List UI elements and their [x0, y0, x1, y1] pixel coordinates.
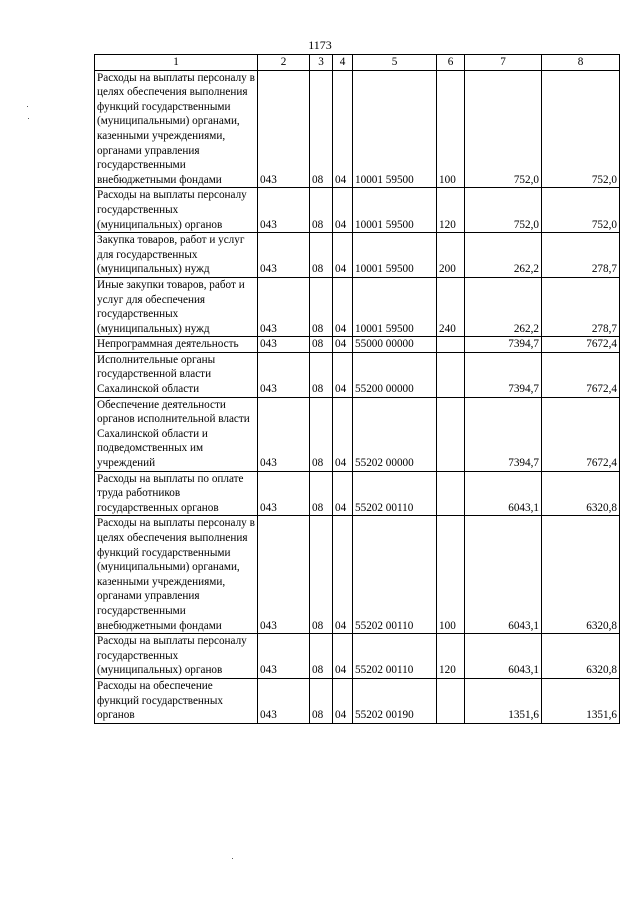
section-code: 08: [310, 277, 333, 336]
amount-year-2: 7672,4: [542, 397, 620, 471]
row-description: Иные закупки товаров, работ и услуг для обеспечения государственных (муниципальных) нужд: [95, 277, 258, 336]
amount-year-1: 1351,6: [465, 678, 542, 723]
row-description: Расходы на выплаты персоналу государственных (муниципальных) органов: [95, 634, 258, 679]
dept-code: 043: [258, 678, 310, 723]
column-header: 1: [95, 55, 258, 71]
column-header: 5: [353, 55, 437, 71]
amount-year-2: 752,0: [542, 70, 620, 188]
section-code: 08: [310, 352, 333, 397]
column-header: 6: [437, 55, 465, 71]
dept-code: 043: [258, 352, 310, 397]
amount-year-1: 752,0: [465, 70, 542, 188]
column-header: 3: [310, 55, 333, 71]
row-description: Обеспечение деятельности органов исполнительной власти Сахалинской области и подведомственных им учреждений: [95, 397, 258, 471]
subsection-code: 04: [333, 188, 353, 233]
target-article-code: 10001 59500: [353, 70, 437, 188]
subsection-code: 04: [333, 397, 353, 471]
section-code: 08: [310, 471, 333, 516]
subsection-code: 04: [333, 233, 353, 278]
target-article-code: 55000 00000: [353, 337, 437, 353]
dept-code: 043: [258, 471, 310, 516]
expense-type-code: 100: [437, 516, 465, 634]
column-header: 2: [258, 55, 310, 71]
amount-year-1: 7394,7: [465, 352, 542, 397]
target-article-code: 55200 00000: [353, 352, 437, 397]
table-row: [95, 233, 620, 278]
table-row: [95, 678, 620, 723]
section-code: 08: [310, 337, 333, 353]
subsection-code: 04: [333, 678, 353, 723]
amount-year-2: 6320,8: [542, 634, 620, 679]
budget-table: [94, 54, 620, 724]
expense-type-code: 100: [437, 70, 465, 188]
amount-year-1: 262,2: [465, 233, 542, 278]
section-code: 08: [310, 397, 333, 471]
dept-code: 043: [258, 634, 310, 679]
row-description: Исполнительные органы государственной власти Сахалинской области: [95, 352, 258, 397]
amount-year-2: 6320,8: [542, 516, 620, 634]
section-code: 08: [310, 634, 333, 679]
row-description: Расходы на выплаты персоналу в целях обеспечения выполнения функций государственными (муниципальными) органами, казенными учреждениями, органами управления государственными внебюджетными фондами: [95, 70, 258, 188]
target-article-code: 10001 59500: [353, 277, 437, 336]
column-header: 7: [465, 55, 542, 71]
target-article-code: 55202 00110: [353, 471, 437, 516]
subsection-code: 04: [333, 277, 353, 336]
table-row: [95, 471, 620, 516]
table-row: [95, 352, 620, 397]
row-description: Расходы на выплаты по оплате труда работников государственных органов: [95, 471, 258, 516]
subsection-code: 04: [333, 471, 353, 516]
section-code: 08: [310, 70, 333, 188]
target-article-code: 55202 00190: [353, 678, 437, 723]
expense-type-code: [437, 337, 465, 353]
section-code: 08: [310, 188, 333, 233]
column-header: 8: [542, 55, 620, 71]
amount-year-1: 262,2: [465, 277, 542, 336]
amount-year-2: 278,7: [542, 233, 620, 278]
table-row: [95, 70, 620, 188]
amount-year-2: 7672,4: [542, 352, 620, 397]
target-article-code: 10001 59500: [353, 233, 437, 278]
scan-speck: [27, 106, 28, 107]
subsection-code: 04: [333, 70, 353, 188]
page-number: 1173: [308, 38, 332, 52]
section-code: 08: [310, 516, 333, 634]
amount-year-1: 752,0: [465, 188, 542, 233]
amount-year-1: 6043,1: [465, 516, 542, 634]
expense-type-code: 240: [437, 277, 465, 336]
section-code: 08: [310, 233, 333, 278]
scan-speck: [28, 118, 29, 119]
row-description: Расходы на выплаты персоналу государственных (муниципальных) органов: [95, 188, 258, 233]
subsection-code: 04: [333, 352, 353, 397]
amount-year-2: 752,0: [542, 188, 620, 233]
expense-type-code: 120: [437, 634, 465, 679]
table-row: [95, 397, 620, 471]
table-row: [95, 337, 620, 353]
row-description: Расходы на выплаты персоналу в целях обеспечения выполнения функций государственными (муниципальными) органами, казенными учреждениями, органами управления государственными внебюджетными фондами: [95, 516, 258, 634]
dept-code: 043: [258, 337, 310, 353]
table-row: [95, 188, 620, 233]
dept-code: 043: [258, 277, 310, 336]
section-code: 08: [310, 678, 333, 723]
subsection-code: 04: [333, 516, 353, 634]
row-description: Непрограммная деятельность: [95, 337, 258, 353]
amount-year-2: 7672,4: [542, 337, 620, 353]
expense-type-code: 120: [437, 188, 465, 233]
target-article-code: 10001 59500: [353, 188, 437, 233]
expense-type-code: [437, 678, 465, 723]
dept-code: 043: [258, 188, 310, 233]
table-body: [95, 70, 620, 723]
table-row: [95, 516, 620, 634]
dept-code: 043: [258, 70, 310, 188]
expense-type-code: [437, 471, 465, 516]
amount-year-1: 7394,7: [465, 337, 542, 353]
table-row: [95, 634, 620, 679]
row-description: Закупка товаров, работ и услуг для государственных (муниципальных) нужд: [95, 233, 258, 278]
target-article-code: 55202 00110: [353, 516, 437, 634]
expense-type-code: [437, 352, 465, 397]
dept-code: 043: [258, 516, 310, 634]
column-header: 4: [333, 55, 353, 71]
header-row: [95, 55, 620, 71]
expense-type-code: 200: [437, 233, 465, 278]
amount-year-1: 7394,7: [465, 397, 542, 471]
dept-code: 043: [258, 397, 310, 471]
subsection-code: 04: [333, 634, 353, 679]
dept-code: 043: [258, 233, 310, 278]
target-article-code: 55202 00110: [353, 634, 437, 679]
table-row: [95, 277, 620, 336]
amount-year-2: 278,7: [542, 277, 620, 336]
amount-year-1: 6043,1: [465, 471, 542, 516]
expense-type-code: [437, 397, 465, 471]
amount-year-1: 6043,1: [465, 634, 542, 679]
subsection-code: 04: [333, 337, 353, 353]
scan-speck: [232, 858, 233, 859]
target-article-code: 55202 00000: [353, 397, 437, 471]
amount-year-2: 1351,6: [542, 678, 620, 723]
amount-year-2: 6320,8: [542, 471, 620, 516]
row-description: Расходы на обеспечение функций государственных органов: [95, 678, 258, 723]
